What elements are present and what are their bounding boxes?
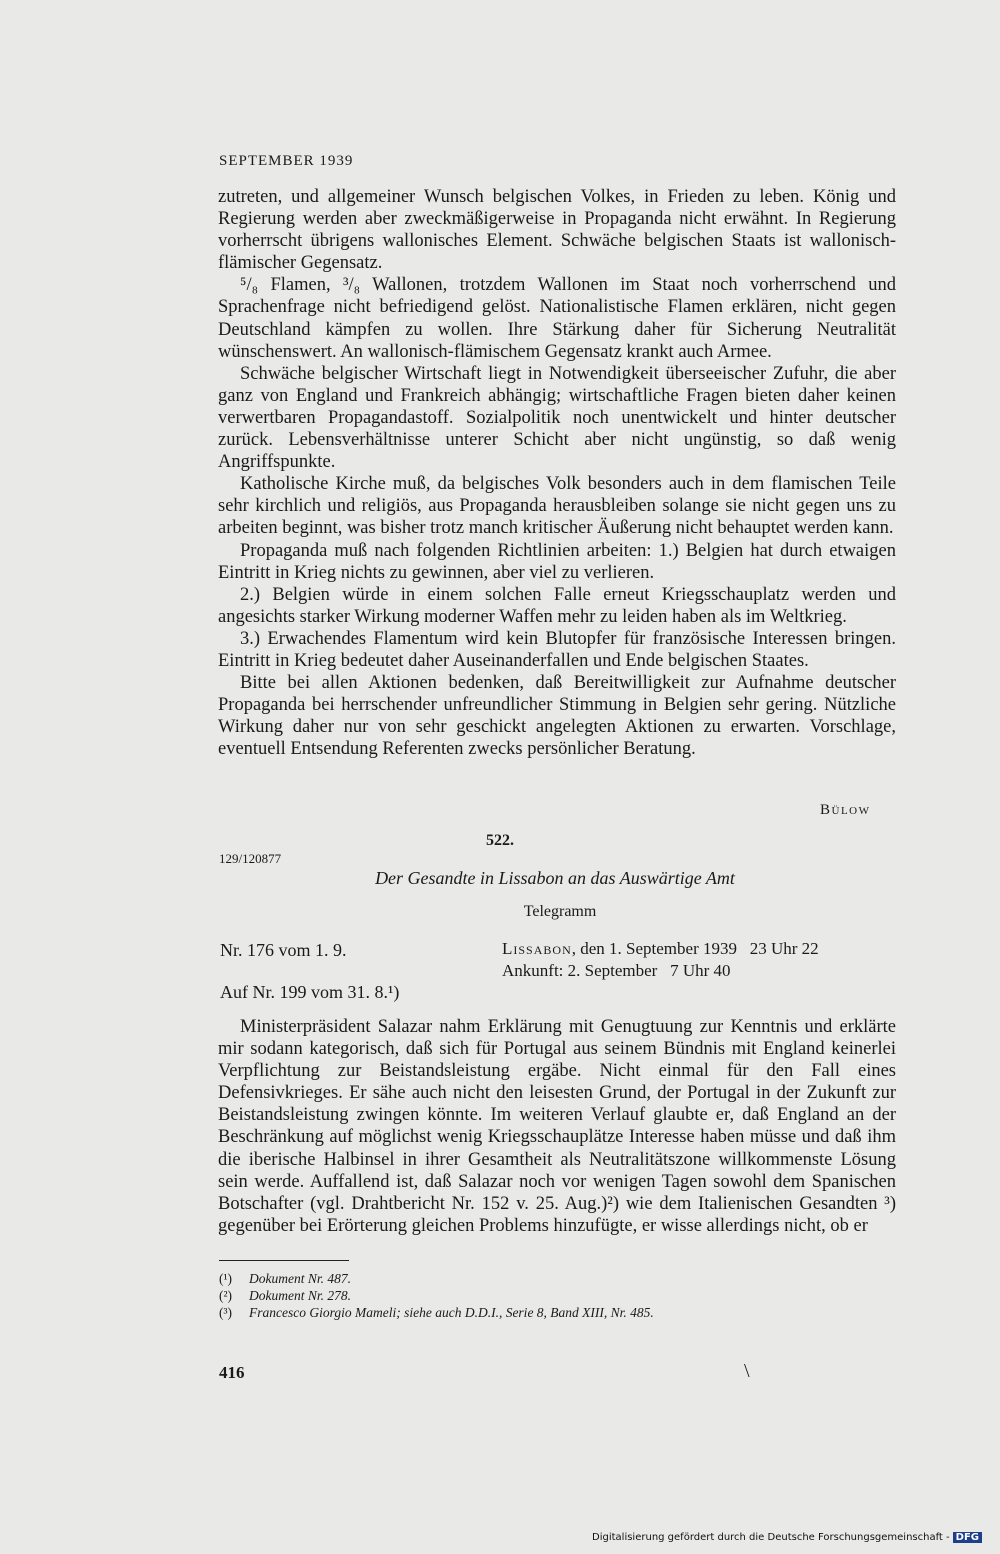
telegram-number: Nr. 176 vom 1. 9. [220,940,347,960]
paragraph: 3.) Erwachendes Flamentum wird kein Blutopfer für französische Interessen bringen. Eintritt in Krieg bedeutet daher Auseinanderfallen und Ende belgischen Staates. [218,628,896,671]
document-number: 522. [486,832,514,849]
paragraph: 2.) Belgien würde in einem solchen Falle erneut Kriegsschauplatz werden und angesichts starker Wirkung moderner Waffen mehr zu leiden haben als im Weltkrieg. [218,584,896,627]
paragraph: Bitte bei allen Aktionen bedenken, daß Bereitwilligkeit zur Aufnahme deutscher Propaganda bei herrschender unfreundlicher Stimmung in Belgien sehr gering. Nützliche Wirkung daher nur von sehr geschickt angelegten Aktionen zu erwarten. Vorschlage, eventuell Entsendung Referenten zwecks persönlicher Beratung. [218,673,896,760]
file-reference: 129/120877 [219,851,282,866]
footnote-text: Dokument Nr. 487. [249,1271,351,1286]
footnote-divider [219,1260,349,1261]
paragraph: Propaganda muß nach folgenden Richtlinien arbeiten: 1.) Belgien hat durch etwaigen Eintritt in Krieg nichts zu gewinnen, aber viel zu verlieren. [218,540,896,583]
running-header: SEPTEMBER 1939 [219,153,354,169]
footnote-mark: (³) [219,1305,233,1320]
reply-reference: Auf Nr. 199 vom 31. 8.¹) [220,982,400,1002]
footnotes [219,1270,654,1321]
banner-text: Digitalisierung gefördert durch die Deutsche Forschungsgemeinschaft - [592,1532,950,1543]
date-line [502,938,819,960]
paragraph: Schwäche belgischer Wirtschaft liegt in Notwendigkeit überseeischer Zufuhr, die aber ganz von England und Frankreich abhängig; wirtschaftliche Fragen bieten daher keinen verwertbaren Propagandastoff. Sozialpolitik noch unentwickelt und hinter deutscher zurück. Lebensverhältnisse unterer Schicht aber nicht ungünstig, so daß wenig Angriffspunkte. [218,363,896,473]
footnote-text: Dokument Nr. 278. [249,1288,351,1303]
first-section-text [218,186,896,760]
date-time: , den 1. September 1939 23 Uhr 22 [571,939,819,958]
footnote-mark: (²) [219,1288,233,1303]
paragraph: Katholische Kirche muß, da belgisches Volk besonders auch in dem flamischen Teile sehr kirchlich und religiös, aus Propaganda herausbleiben solange sie nicht gegen uns zu arbeiten beginnt, was bisher trotz manch kritischer Äußerung nicht behauptet werden kann. [218,474,896,539]
footnote-text: Francesco Giorgio Mameli; siehe auch D.D.I., Serie 8, Band XIII, Nr. 485. [249,1305,654,1320]
footnote [219,1304,654,1321]
document-title: Der Gesandte in Lissabon an das Auswärtige Amt [375,868,735,888]
signature: Bülow [820,802,871,818]
arrival-line: Ankunft: 2. September 7 Uhr 40 [502,961,731,980]
paragraph: zutreten, und allgemeiner Wunsch belgischen Volkes, in Frieden zu leben. König und Regierung werden aber zweckmäßigerweise in Propaganda nicht erwähnt. In Regierung vorherrscht übrigens wallonisches Element. Schwäche belgischen Staats ist wallonisch-flämischer Gegensatz. [218,187,896,274]
paragraph: ⁵/₈ Flamen, ³/₈ Wallonen, trotzdem Wallonen im Staat noch vorherrschend und Sprachenfrage nicht befriedigend gelöst. Nationalistische Flamen erklären, nicht gegen Deutschland kämpfen zu wollen. Ihre Stärkung daher für Sicherung Neutralität wünschenswert. An wallonisch-flämischem Gegensatz krankt auch Armee. [218,275,896,362]
funding-banner [592,1532,982,1543]
page-number: 416 [219,1363,245,1382]
telegram-body [218,1016,896,1237]
stray-mark: \ [744,1360,750,1382]
dfg-logo: DFG [953,1532,982,1543]
telegram-dateline [502,938,819,982]
footnote [219,1270,654,1287]
footnote-mark: (¹) [219,1271,233,1286]
document-type: Telegramm [523,903,597,920]
paragraph: Ministerpräsident Salazar nahm Erklärung mit Genugtuung zur Kenntnis und erklärte mir sodann kategorisch, daß sich für Portugal aus seinem Bündnis mit England keinerlei Verpflichtung zur Beistandsleistung ergäbe. Nicht einmal für den Fall eines Defensivkrieges. Er sähe auch nicht den leisesten Grund, der Portugal in der Zukunft zur Beistandsleistung zwingen könnte. Im weiteren Verlauf glaubte er, daß England an der Beschränkung auf möglichst wenig Kriegsschauplätze Interesse haben müsse und daß ihm die iberische Halbinsel in ihrer Gesamtheit als Neutralitätszone willkommenste Lösung sein werde. Auffallend ist, daß Salazar noch vor wenigen Tagen sowohl dem Spanischen Botschafter (vgl. Drahtbericht Nr. 152 v. 25. Aug.)²) wie dem Italienischen Gesandten ³) gegenüber bei Erörterung gleichen Problems hinzufügte, er wisse allerdings nicht, ob er [218,1017,896,1236]
city: Lissabon [502,939,572,958]
footnote [219,1287,654,1304]
